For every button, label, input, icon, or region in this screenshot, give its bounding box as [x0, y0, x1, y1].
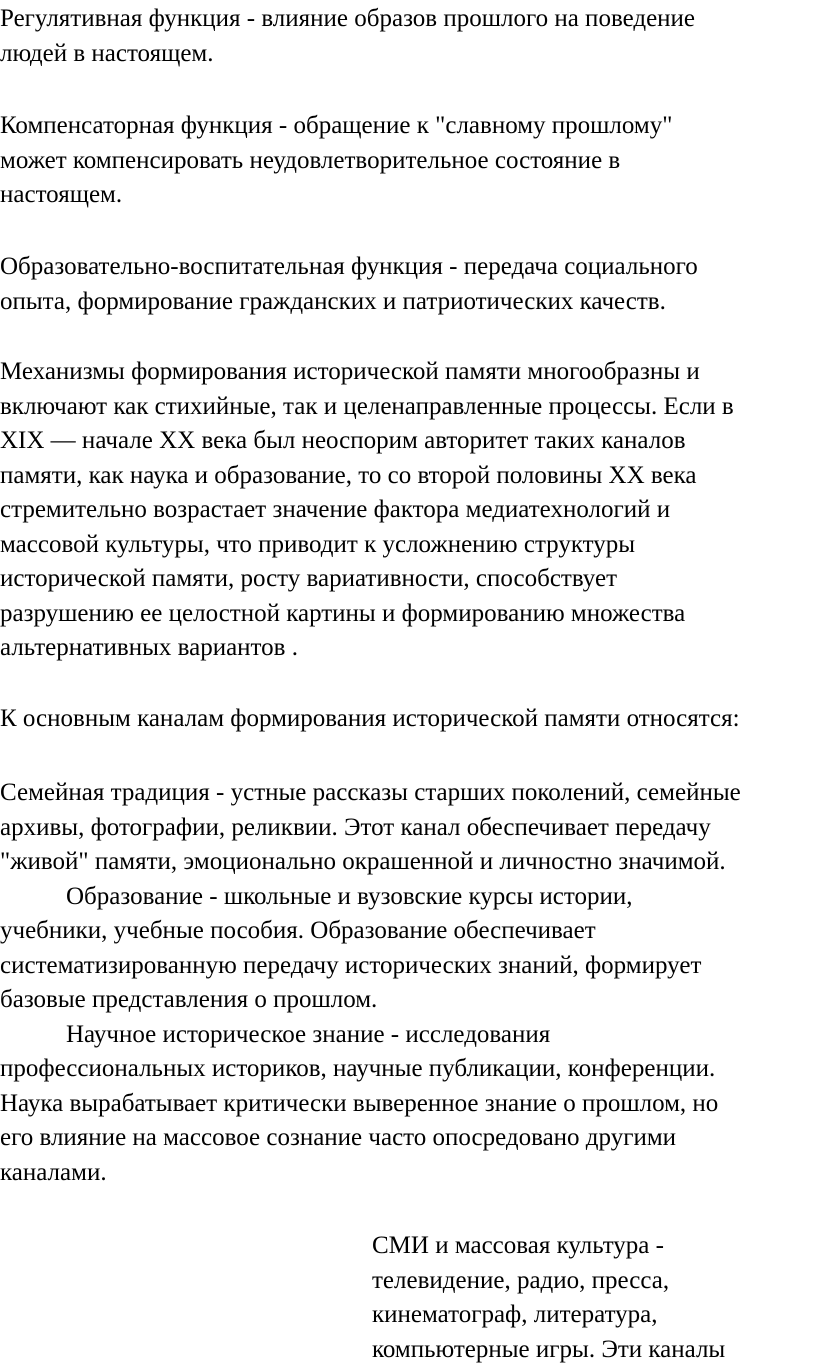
text-line: Механизмы формирования исторической памяти многообразны и [0, 355, 734, 390]
text-line: включают как стихийные, так и целенаправленные процессы. Если в [0, 390, 734, 425]
text-line: СМИ и массовая культура - [372, 1229, 725, 1264]
paragraph-regulative-function [0, 2, 695, 71]
text-line: памяти, как наука и образование, то со второй половины XX века [0, 459, 734, 494]
text-line: базовые представления о прошлом. [0, 983, 741, 1018]
text-line: "живой" памяти, эмоционально окрашенной и личностно значимой. [0, 845, 741, 880]
paragraph-media-channel [372, 1229, 725, 1367]
text-line: Наука вырабатывает критически выверенное знание о прошлом, но [0, 1087, 741, 1122]
text-line: людей в настоящем. [0, 37, 695, 72]
text-line: Образовательно-воспитательная функция - передача социального [0, 250, 698, 285]
text-line: профессиональных историков, научные публикации, конференции. [0, 1052, 741, 1087]
text-line: XIX — начале XX века был неоспорим авторитет таких каналов [0, 424, 734, 459]
paragraph-compensatory-function [0, 109, 672, 213]
text-line: Компенсаторная функция - обращение к "славному прошлому" [0, 109, 672, 144]
paragraph-educational-function [0, 250, 698, 319]
text-line: компьютерные игры. Эти каналы [372, 1333, 725, 1367]
text-line: массовой культуры, что приводит к усложнению структуры [0, 528, 734, 563]
text-line: Семейная традиция - устные рассказы старших поколений, семейные [0, 776, 741, 811]
text-line: кинематограф, литература, [372, 1298, 725, 1333]
paragraph-memory-mechanisms [0, 355, 734, 666]
text-line: может компенсировать неудовлетворительное состояние в [0, 144, 672, 179]
text-line-content: Научное историческое знание - исследования [66, 1021, 550, 1048]
paragraph-memory-channels [0, 776, 741, 1190]
text-line: учебники, учебные пособия. Образование обеспечивает [0, 914, 741, 949]
text-line-content: Образование - школьные и вузовские курсы истории, [66, 883, 633, 910]
text-line: архивы, фотографии, реликвии. Этот канал обеспечивает передачу [0, 811, 741, 846]
text-line-indented [0, 880, 741, 915]
text-line: альтернативных вариантов . [0, 631, 734, 666]
text-line: его влияние на массовое сознание часто опосредовано другими [0, 1121, 741, 1156]
text-line: исторической памяти, росту вариативности, способствует [0, 562, 734, 597]
text-line: каналами. [0, 1156, 741, 1191]
text-line: опыта, формирование гражданских и патриотических качеств. [0, 285, 698, 320]
text-line: разрушению ее целостной картины и формированию множества [0, 597, 734, 632]
text-line: Регулятивная функция - влияние образов прошлого на поведение [0, 2, 695, 37]
text-line-indented [0, 1018, 741, 1053]
text-line: телевидение, радио, пресса, [372, 1264, 725, 1299]
text-line: стремительно возрастает значение фактора медиатехнологий и [0, 493, 734, 528]
text-line: К основным каналам формирования исторической памяти относятся: [0, 702, 740, 737]
text-line: систематизированную передачу исторических знаний, формирует [0, 949, 741, 984]
paragraph-channels-intro [0, 702, 740, 737]
text-line: настоящем. [0, 178, 672, 213]
